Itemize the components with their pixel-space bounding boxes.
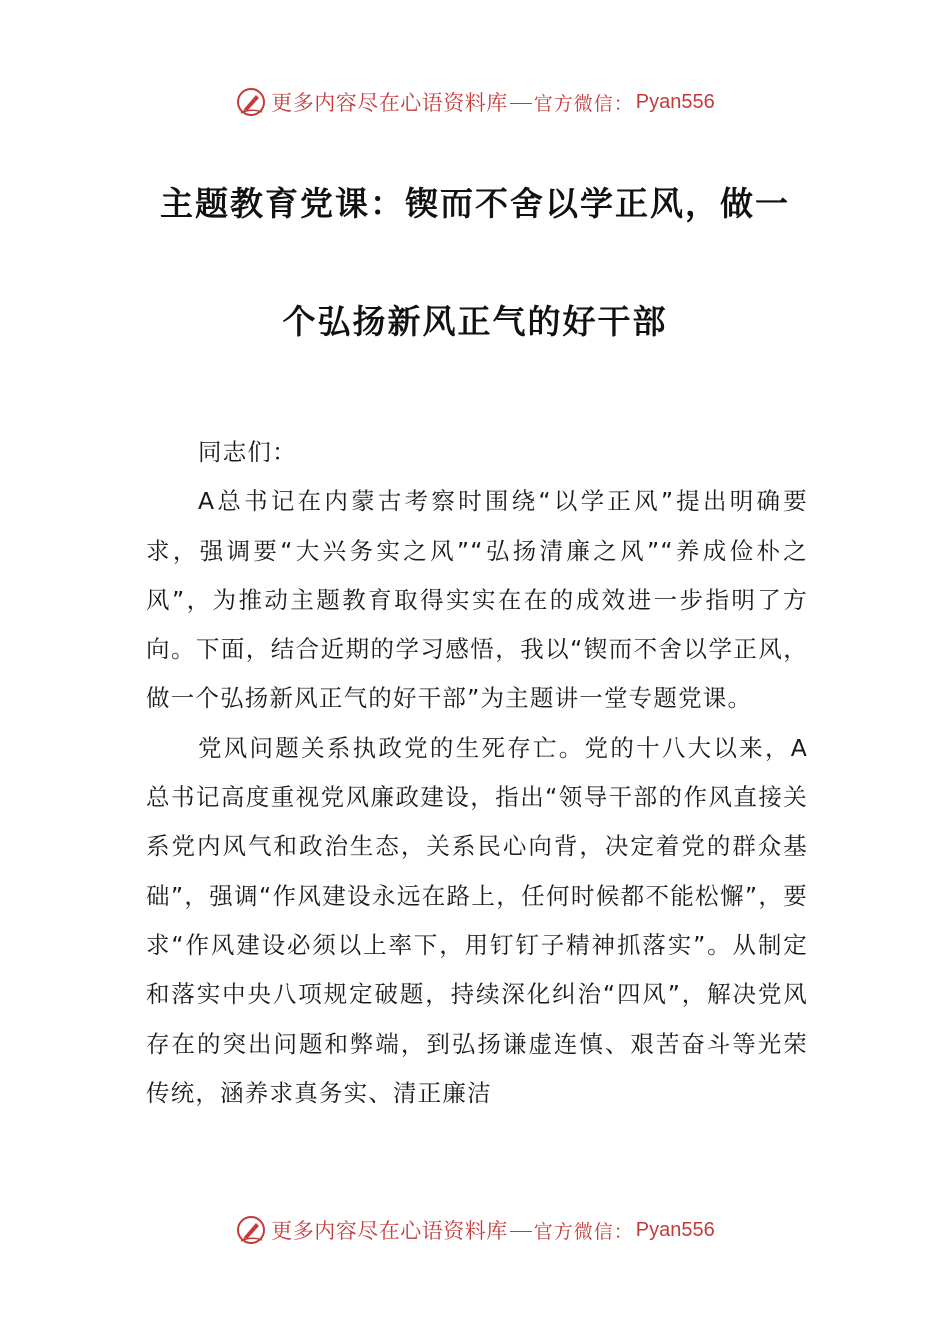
header-banner-label: 官方微信：	[533, 92, 634, 115]
salutation: 同志们：	[198, 438, 297, 466]
paragraph: 党风问题关系执政党的生死存亡。党的十八大以来，A总书记高度重视党风廉政建设，指出“领导干部的作风直接关系党内风气和政治生态，关系民心向背，决定着党的群众基础”，强调“作风建设永远在路上，任何时候都不能松懈”，要求“作风建设必须以上率下，用钉钉子精神抓落实”。从制定和落实中央八项规定破题，持续深化纠治“四风”，解决党风存在的突出问题和弊端，到弘扬谦虚连慎、艰苦奋斗等光荣传统，涵养求真务实、清正廉洁	[146, 733, 808, 1107]
document-title-line-1: 主题教育党课：锲而不舍以学正风，做一	[160, 184, 790, 223]
document-body	[146, 428, 808, 1118]
footer-banner-dash	[510, 1231, 532, 1232]
header-banner-handle: Pyan556	[635, 90, 715, 113]
pen-logo-icon	[235, 1214, 267, 1246]
header-banner-dash	[510, 103, 532, 104]
pen-logo-icon	[235, 86, 267, 118]
footer-banner	[0, 1212, 950, 1248]
header-banner-text: 更多内容尽在心语资料库	[271, 91, 508, 115]
document-title-line-2: 个弘扬新风正气的好干部	[282, 302, 668, 341]
footer-banner-text: 更多内容尽在心语资料库	[271, 1219, 508, 1243]
footer-banner-handle: Pyan556	[635, 1218, 715, 1241]
footer-banner-label: 官方微信：	[533, 1220, 634, 1243]
header-banner	[0, 84, 950, 120]
paragraph: A总书记在内蒙古考察时围绕“以学正风”提出明确要求，强调要“大兴务实之风”“弘扬清廉之风”“养成俭朴之风”，为推动主题教育取得实实在在的成效进一步指明了方向。下面，结合近期的学习感悟，我以“锲而不舍以学正风，做一个弘扬新风正气的好干部”为主题讲一堂专题党课。	[146, 487, 808, 713]
